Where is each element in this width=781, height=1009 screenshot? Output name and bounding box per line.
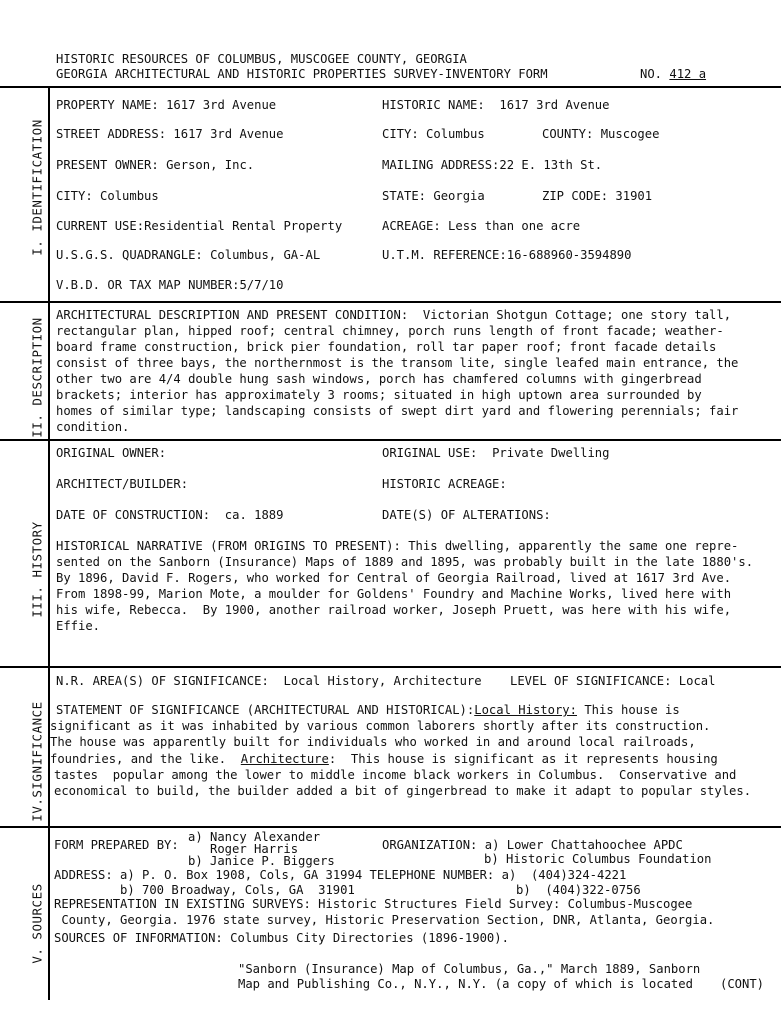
prepared-by-a (188, 831, 320, 855)
representation-line-2: County, Georgia. 1976 state survey, Historic Preservation Section, DNR, Atlanta, Georgia. (54, 913, 715, 927)
zip-label: ZIP CODE: (542, 189, 609, 203)
utm-label: U.T.M. REFERENCE: (382, 248, 507, 262)
sources-info-label: SOURCES OF INFORMATION: (54, 931, 223, 945)
historic-name-value: 1617 3rd Avenue (499, 98, 610, 112)
narrative-line: his wife, Rebecca. By 1900, another railroad worker, Joseph Pruett, was here with his wife, (56, 603, 732, 617)
vbd-value: 5/7/10 (239, 278, 284, 292)
state-label: STATE: (382, 189, 427, 203)
address-b: b) 700 Broadway, Cols, GA 31901 (120, 883, 355, 897)
alterations-row (382, 507, 558, 523)
acreage-label: ACREAGE: (382, 219, 441, 233)
organization-label: ORGANIZATION: (382, 838, 478, 852)
state-row (382, 188, 485, 204)
historic-acreage-label: HISTORIC ACREAGE: (382, 477, 507, 491)
architect-label: ARCHITECT/BUILDER: (56, 477, 189, 491)
description-line: board frame construction, brick pier foundation, roll tar paper roof; front facade details (56, 340, 717, 354)
form-number-label: NO. (640, 67, 663, 81)
statement-line-4-rest: : This house is significant as it represents housing (328, 752, 718, 766)
street-address-label: STREET ADDRESS: (56, 127, 167, 141)
organization-b: b) Historic Columbus Foundation (484, 852, 712, 866)
description-line: brackets; interior has approximately 3 rooms; situated in high uptown area surrounded by (56, 388, 702, 402)
city-value: Columbus (426, 127, 485, 141)
prepared-by-a1: a) Nancy Alexander (188, 830, 321, 844)
sources-info-row (54, 930, 509, 946)
description-line: condition. (56, 420, 130, 434)
original-use-row (382, 445, 609, 461)
usgs-label: U.S.G.S. QUADRANGLE: (56, 248, 203, 262)
vbd-row (56, 277, 283, 293)
statement-line-1 (56, 702, 680, 718)
level-row (510, 673, 715, 689)
acreage-value: Less than one acre (448, 219, 581, 233)
statement-line: significant as it was inhabited by various common laborers shortly after its construction. (50, 719, 711, 733)
narrative-line: From 1898-99, Marion Mote, a moulder for Goldens' Foundry and Machine Works, lived here with (56, 587, 732, 601)
original-owner-label: ORIGINAL OWNER: (56, 446, 167, 460)
sanborn-line-2: Map and Publishing Co., N.Y., N.Y. (a copy of which is located (238, 977, 693, 991)
address-label: ADDRESS: (54, 868, 113, 882)
continued-marker: (CONT) (720, 977, 765, 991)
construction-date-label: DATE OF CONSTRUCTION: (56, 508, 211, 522)
section-label-sources: V. SOURCES (29, 883, 45, 964)
frame-left-rule (48, 86, 50, 1000)
description-line: consist of three bays, the northernmost is the transom lite, single leafed main entrance, the (56, 356, 739, 370)
city-label: CITY: (382, 127, 419, 141)
divider-3 (0, 666, 781, 668)
architect-row (56, 476, 195, 492)
vbd-label: V.B.D. OR TAX MAP NUMBER: (56, 278, 240, 292)
form-number (640, 67, 706, 82)
telephone-b: b) (404)322-0756 (516, 883, 641, 897)
original-use-value: Private Dwelling (492, 446, 610, 460)
city-row (382, 126, 485, 142)
description-line: ARCHITECTURAL DESCRIPTION AND PRESENT CONDITION: Victorian Shotgun Cottage; one story tall, (56, 308, 732, 322)
narrative-line: HISTORICAL NARRATIVE (FROM ORIGINS TO PRESENT): This dwelling, apparently the same one repre- (56, 539, 739, 553)
current-use-value: Residential Rental Property (144, 219, 343, 233)
narrative-line: By 1896, David F. Rogers, who worked for Central of Georgia Railroad, lived at 1617 3rd Ave. (56, 571, 732, 585)
description-line: homes of similar type; landscaping consists of swept dirt yard and flowering perennials; fair (56, 404, 739, 418)
original-use-label: ORIGINAL USE: (382, 446, 478, 460)
mailing-address-row (382, 157, 602, 173)
street-address-value: 1617 3rd Avenue (173, 127, 284, 141)
nr-area-value: Local History, Architecture (283, 674, 482, 688)
current-use-row (56, 218, 342, 234)
frame-top-rule (0, 86, 781, 88)
city2-value: Columbus (100, 189, 159, 203)
city2-label: CITY: (56, 189, 93, 203)
construction-date-row (56, 507, 283, 523)
divider-2 (0, 439, 781, 441)
present-owner-label: PRESENT OWNER: (56, 158, 159, 172)
county-value: Muscogee (600, 127, 660, 141)
construction-date-value: ca. 1889 (224, 508, 284, 522)
historic-acreage-row (382, 476, 514, 492)
statement-line-4-start: foundries, and the like. (50, 752, 227, 766)
historical-narrative (56, 538, 776, 634)
property-name-value: 1617 3rd Avenue (166, 98, 277, 112)
address-row (54, 867, 626, 883)
historic-name-label: HISTORIC NAME: (382, 98, 485, 112)
statement-line: tastes popular among the lower to middle income black workers in Columbus. Conservative and (54, 768, 737, 782)
city2-row (56, 188, 159, 204)
prepared-by-a2: Roger Harris (188, 842, 299, 856)
usgs-row (56, 247, 320, 263)
prepared-by-b: b) Janice P. Biggers (188, 854, 335, 868)
county-label: COUNTY: (542, 127, 594, 141)
acreage-row (382, 218, 580, 234)
historic-name-row (382, 97, 609, 113)
statement-line: economical to build, the builder added a bit of gingerbread to make it adapt to popular styles. (54, 784, 752, 798)
state-value: Georgia (433, 189, 485, 203)
property-name-row (56, 97, 276, 113)
sources-info-value: Columbus City Directories (1896-1900). (230, 931, 509, 945)
utm-row (382, 247, 632, 263)
narrative-line: Effie. (56, 619, 101, 633)
divider-4 (0, 826, 781, 828)
header-line-2: GEORGIA ARCHITECTURAL AND HISTORIC PROPERTIES SURVEY-INVENTORY FORM (56, 67, 548, 81)
statement-line-1-rest: This house is (576, 703, 680, 717)
description-line: rectangular plan, hipped roof; central chimney, porch runs length of front facade; weather- (56, 324, 724, 338)
statement-line: The house was apparently built for individuals who worked in and around local railroads, (50, 735, 696, 749)
architecture-heading: Architecture (240, 752, 329, 766)
divider-1 (0, 301, 781, 303)
description-line: other two are 4/4 double hung sash windows, porch has chamfered columns with gingerbread (56, 372, 702, 386)
usgs-value: Columbus, GA-AL (210, 248, 321, 262)
section-label-significance: IV.SIGNIFICANCE (29, 701, 45, 822)
telephone-a: a) (404)324-4221 (501, 868, 627, 882)
narrative-line: sented on the Sanborn (Insurance) Maps of 1889 and 1895, was probably built in the late 1880's. (56, 555, 754, 569)
county-row (542, 126, 659, 142)
organization-a: a) Lower Chattahoochee APDC (484, 838, 683, 852)
street-address-row (56, 126, 283, 142)
zip-row (542, 188, 652, 204)
mailing-address-value: 22 E. 13th St. (499, 158, 603, 172)
telephone-label: TELEPHONE NUMBER: (369, 868, 495, 882)
statement-label: STATEMENT OF SIGNIFICANCE (ARCHITECTURAL AND HISTORICAL): (56, 703, 475, 717)
present-owner-row (56, 157, 254, 173)
original-owner-row (56, 445, 173, 461)
statement-line-4 (50, 751, 718, 767)
present-owner-value: Gerson, Inc. (166, 158, 255, 172)
header-line-1: HISTORIC RESOURCES OF COLUMBUS, MUSCOGEE COUNTY, GEORGIA (56, 52, 467, 66)
sanborn-line-1: "Sanborn (Insurance) Map of Columbus, Ga.," March 1889, Sanborn (238, 962, 701, 976)
level-value: Local (678, 674, 716, 688)
alterations-label: DATE(S) OF ALTERATIONS: (382, 508, 551, 522)
utm-value: 16-688960-3594890 (506, 248, 632, 262)
form-number-value: 412 a (669, 67, 707, 81)
architectural-description (56, 307, 772, 435)
zip-value: 31901 (615, 189, 653, 203)
section-label-history: III. HISTORY (29, 521, 45, 618)
nr-area-label: N.R. AREA(S) OF SIGNIFICANCE: (56, 674, 269, 688)
level-label: LEVEL OF SIGNIFICANCE: (510, 674, 672, 688)
local-history-heading: Local History: (474, 703, 577, 717)
nr-area-row (56, 673, 482, 689)
mailing-address-label: MAILING ADDRESS: (382, 158, 500, 172)
property-name-label: PROPERTY NAME: (56, 98, 159, 112)
address-a: a) P. O. Box 1908, Cols, GA 31994 (120, 868, 363, 882)
prepared-by-label: FORM PREPARED BY: (54, 838, 179, 852)
current-use-label: CURRENT USE: (56, 219, 145, 233)
representation-line-1: REPRESENTATION IN EXISTING SURVEYS: Historic Structures Field Survey: Columbus-Muscogee (54, 897, 693, 911)
section-label-identification: I. IDENTIFICATION (29, 119, 45, 256)
section-label-description: II. DESCRIPTION (29, 317, 45, 438)
